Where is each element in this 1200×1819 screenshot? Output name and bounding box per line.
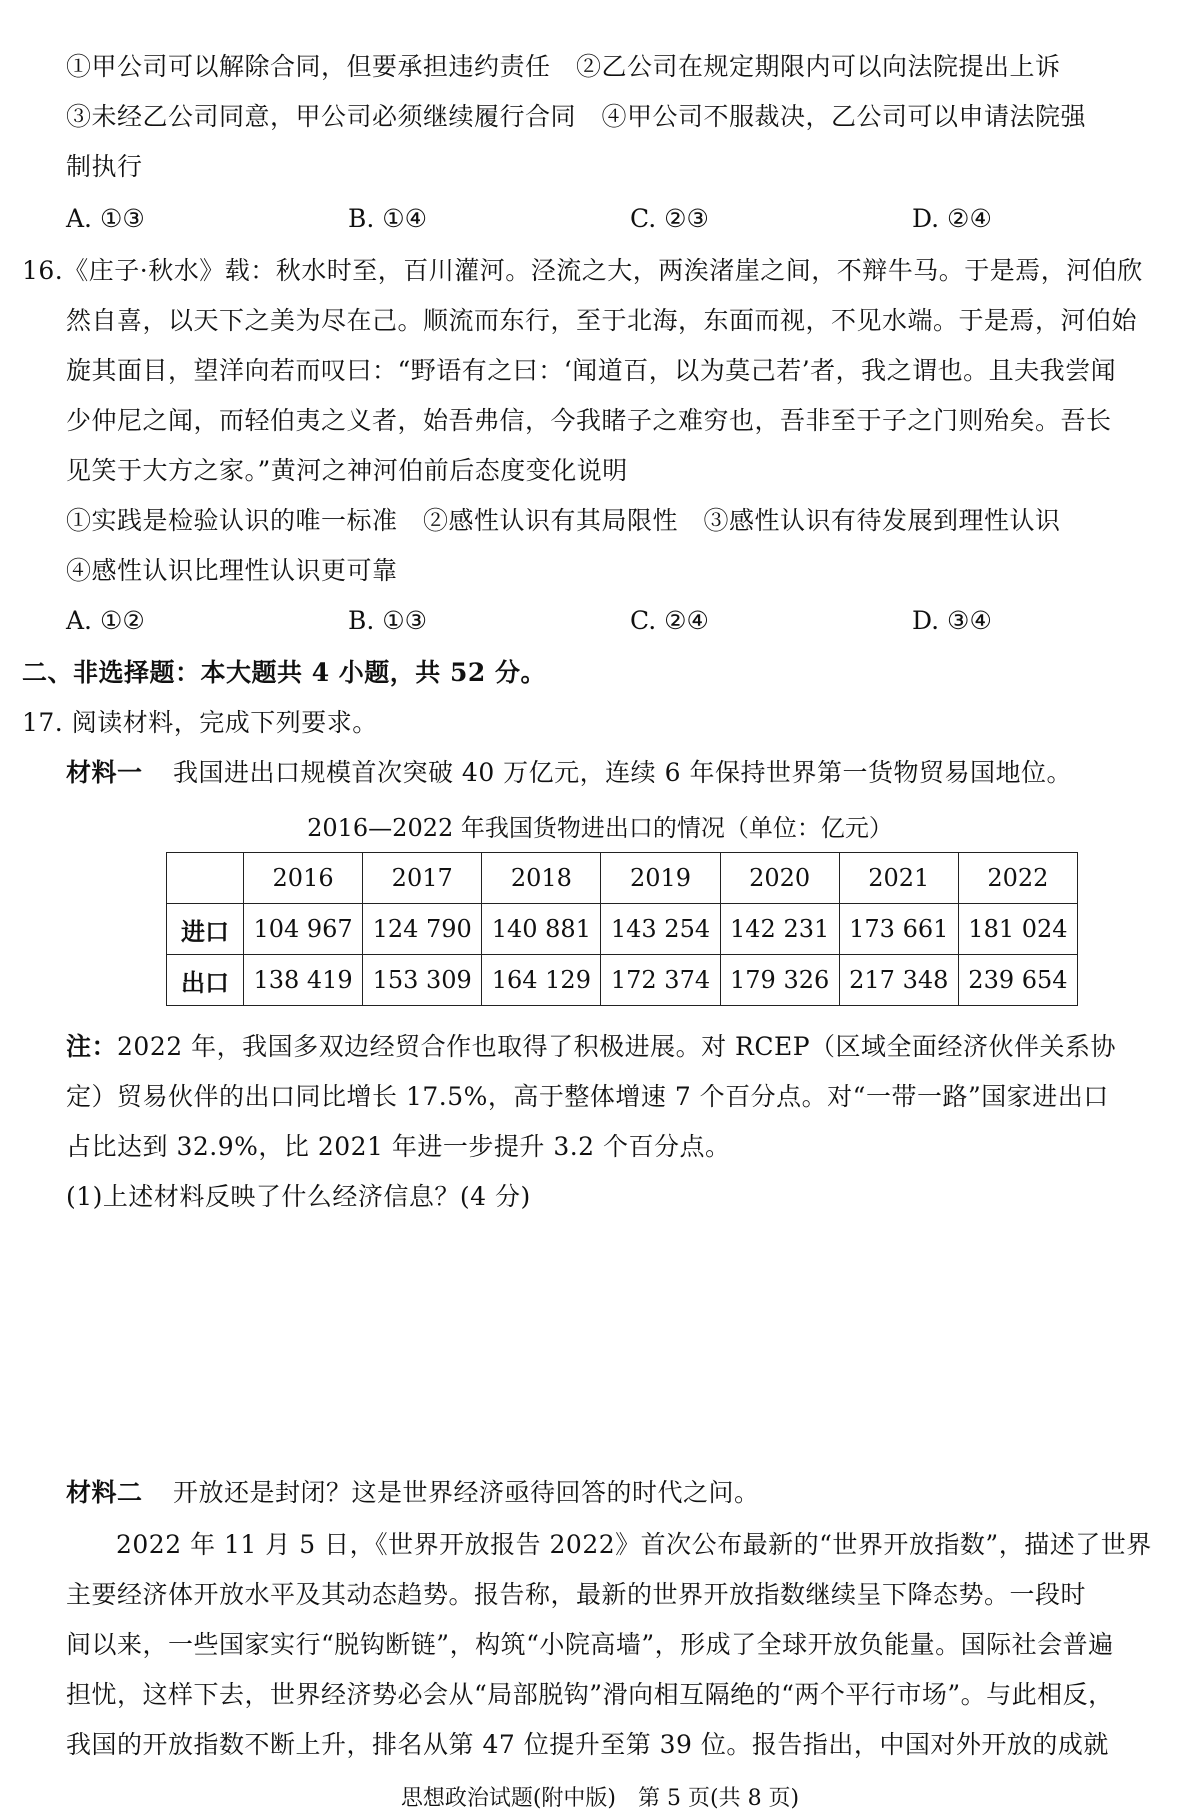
note-label: 注： [66, 1032, 118, 1061]
table-cell: 142 231 [720, 904, 839, 955]
q16-option-b: B. ①③ [348, 606, 428, 635]
q15-option-a: A. ①③ [66, 204, 145, 233]
page-footer: 思想政治试题(附中版) 第 5 页(共 8 页) [400, 1786, 800, 1811]
note-text: 2022 年，我国多双边经贸合作也取得了积极进展。对 RCEP（区域全面经济伙伴关系协 [117, 1032, 1117, 1061]
q16-option-a: A. ①② [66, 606, 145, 635]
table-cell: 104 967 [244, 904, 363, 955]
table-year-header: 2022 [958, 853, 1077, 904]
trade-table [166, 852, 1078, 1006]
table-cell: 153 309 [363, 955, 482, 1006]
material2-text: 开放还是封闭？这是世界经济亟待回答的时代之问。 [172, 1478, 760, 1507]
table-cell: 172 374 [601, 955, 720, 1006]
table-header-row [167, 853, 1078, 904]
material1 [66, 756, 1072, 790]
note-line1 [66, 1030, 1116, 1064]
table-cell: 239 654 [958, 955, 1077, 1006]
q15-option-b: B. ①④ [348, 204, 428, 233]
table-cell: 124 790 [363, 904, 482, 955]
table-cell: 164 129 [482, 955, 601, 1006]
material2-line: 主要经济体开放水平及其动态趋势。报告称，最新的世界开放指数继续呈下降态势。一段时 [66, 1580, 1087, 1609]
material2-line: 间以来，一些国家实行“脱钩断链”，构筑“小院高墙”，形成了全球开放负能量。国际社会普遍 [66, 1630, 1114, 1659]
q17-intro: 17. 阅读材料，完成下列要求。 [22, 708, 378, 737]
material2-label: 材料二 [66, 1478, 143, 1507]
table-cell: 217 348 [839, 955, 958, 1006]
table-caption: 2016—2022 年我国货物进出口的情况（单位：亿元） [307, 814, 893, 842]
table-year-header: 2017 [363, 853, 482, 904]
q15-statements-line3: 制执行 [66, 152, 143, 181]
table-row [167, 955, 1078, 1006]
q16-line: 旋其面目，望洋向若而叹曰：“野语有之曰：‘闻道百，以为莫己若’者，我之谓也。且夫我尝闻 [66, 356, 1117, 385]
q16-line: 见笑于大方之家。”黄河之神河伯前后态度变化说明 [66, 456, 628, 485]
q15-statements-line2: ③未经乙公司同意，甲公司必须继续履行合同 ④甲公司不服裁决，乙公司可以申请法院强 [66, 102, 1087, 131]
table-year-header: 2019 [601, 853, 720, 904]
table-cell: 173 661 [839, 904, 958, 955]
note-line3: 占比达到 32.9%，比 2021 年进一步提升 3.2 个百分点。 [66, 1132, 731, 1161]
table-year-header: 2021 [839, 853, 958, 904]
q16-statements-line2: ④感性认识比理性认识更可靠 [66, 556, 398, 585]
material2 [66, 1476, 759, 1510]
material2-line: 我国的开放指数不断上升，排名从第 47 位提升至第 39 位。报告指出，中国对外开放的成就 [66, 1730, 1109, 1759]
q15-statements-line1: ①甲公司可以解除合同，但要承担违约责任 ②乙公司在规定期限内可以向法院提出上诉 [66, 52, 1061, 81]
table-cell: 143 254 [601, 904, 720, 955]
note-line2: 定）贸易伙伴的出口同比增长 17.5%，高于整体增速 7 个百分点。对“一带一路”国家进出口 [66, 1082, 1109, 1111]
table-cell: 179 326 [720, 955, 839, 1006]
q15-option-c: C. ②③ [630, 204, 709, 233]
table-row-label: 出口 [167, 955, 244, 1006]
q15-option-d: D. ②④ [912, 204, 992, 233]
q16-option-d: D. ③④ [912, 606, 992, 635]
material2-line: 担忧，这样下去，世界经济势必会从“局部脱钩”滑向相互隔绝的“两个平行市场”。与此相反， [66, 1680, 1114, 1709]
table-cell: 181 024 [958, 904, 1077, 955]
table-year-header: 2016 [244, 853, 363, 904]
material1-text: 我国进出口规模首次突破 40 万亿元，连续 6 年保持世界第一货物贸易国地位。 [172, 758, 1072, 787]
table-corner-cell [167, 853, 244, 904]
table-row [167, 904, 1078, 955]
q16-line: 少仲尼之闻，而轻伯夷之义者，始吾弗信，今我睹子之难穷也，吾非至于子之门则殆矣。吾长 [66, 406, 1112, 435]
q16-line: 然自喜，以天下之美为尽在己。顺流而东行，至于北海，东面而视，不见水端。于是焉，河伯始 [66, 306, 1138, 335]
material2-line: 2022 年 11 月 5 日，《世界开放报告 2022》首次公布最新的“世界开放指数”，描述了世界 [116, 1530, 1152, 1559]
q16-line: 16.《庄子·秋水》载：秋水时至，百川灌河。泾流之大，两涘渚崖之间，不辩牛马。于是焉，河伯欣 [22, 256, 1143, 285]
table-year-header: 2018 [482, 853, 601, 904]
table-year-header: 2020 [720, 853, 839, 904]
section-heading: 二、非选择题：本大题共 4 小题，共 52 分。 [22, 658, 547, 687]
sub-question-1: (1)上述材料反映了什么经济信息？(4 分) [66, 1182, 531, 1211]
table-cell: 140 881 [482, 904, 601, 955]
q16-option-c: C. ②④ [630, 606, 709, 635]
table-row-label: 进口 [167, 904, 244, 955]
table-cell: 138 419 [244, 955, 363, 1006]
material1-label: 材料一 [66, 758, 143, 787]
q16-statements-line1: ①实践是检验认识的唯一标准 ②感性认识有其局限性 ③感性认识有待发展到理性认识 [66, 506, 1061, 535]
